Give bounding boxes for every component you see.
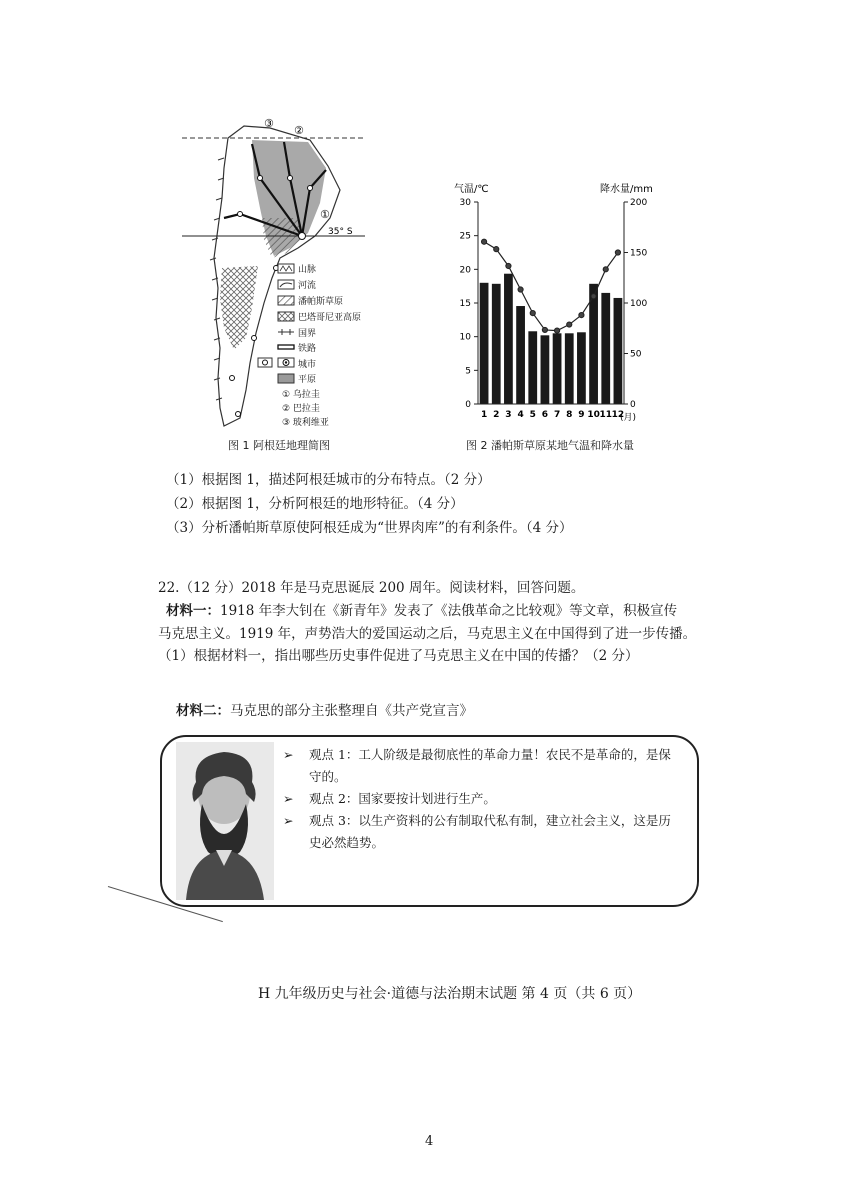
figure2-caption: 图 2 潘帕斯草原某地气温和降水量 xyxy=(466,439,634,452)
place-uruguay: ① 乌拉圭 xyxy=(282,390,320,400)
marx-portrait xyxy=(176,742,274,900)
precip-bar xyxy=(553,333,562,404)
precip-bar xyxy=(516,306,525,404)
q21-item-3: （3）分析潘帕斯草原使阿根廷成为“世界肉库”的有利条件。（4 分） xyxy=(166,520,573,536)
temp-point xyxy=(567,322,572,327)
arrow-bullet-icon: ➢ xyxy=(283,813,294,828)
material2-text: 马克思的部分主张整理自《共产党宣言》 xyxy=(230,703,473,719)
right-tick-label: 200 xyxy=(630,198,648,208)
x-tick-label: 12 xyxy=(611,410,625,420)
x-tick-label: 10 xyxy=(587,410,600,420)
q21-item-1: （1）根据图 1，描述阿根廷城市的分布特点。（2 分） xyxy=(166,472,491,488)
x-tick-label: 9 xyxy=(578,410,585,420)
material1-text-a: 1918 年李大钊在《新青年》发表了《法俄革命之比较观》等文章，积极宣传 xyxy=(220,603,678,619)
left-tick-label: 0 xyxy=(465,400,471,410)
right-tick-label: 100 xyxy=(630,299,648,309)
right-axis-label: 降水量/mm xyxy=(600,184,653,195)
precip-bar xyxy=(492,284,501,404)
x-tick-label: 7 xyxy=(553,410,561,420)
temp-point xyxy=(603,267,608,272)
legend-river: 河流 xyxy=(298,281,317,291)
views-list xyxy=(283,744,683,854)
legend-railway: 铁路 xyxy=(298,344,317,354)
x-tick-label: 5 xyxy=(529,410,536,420)
left-axis-label: 气温/℃ xyxy=(454,184,489,195)
view-item-2: ➢ 观点 2：国家要按计划进行生产。 xyxy=(283,788,683,810)
x-tick-label: 4 xyxy=(517,410,524,420)
x-tick-label: 2 xyxy=(493,410,500,420)
precip-bar xyxy=(577,332,586,404)
place-bolivia: ③ 玻利维亚 xyxy=(282,418,329,428)
temp-point xyxy=(542,327,547,332)
precip-bar xyxy=(565,333,574,404)
legend-plain: 平原 xyxy=(298,375,317,385)
x-tick-label: 1 xyxy=(480,410,488,420)
material1-label: 材料一： xyxy=(166,603,220,619)
page-footer: H 九年级历史与社会·道德与法治期末试题 第 4 页（共 6 页） xyxy=(258,986,642,1002)
legend-pampas: 潘帕斯草原 xyxy=(298,297,344,307)
q22-title: 22.（12 分）2018 年是马克思诞辰 200 周年。阅读材料，回答问题。 xyxy=(158,580,585,596)
right-tick-label: 50 xyxy=(630,349,642,360)
argentina-map xyxy=(180,118,370,430)
map-marker-1: ① xyxy=(320,208,330,221)
q22-material1-line2: 马克思主义。1919 年，声势浩大的爱国运动之后，马克思主义在中国得到了进一步传播。 xyxy=(158,626,697,642)
temp-point xyxy=(506,263,511,268)
temp-point xyxy=(530,311,535,316)
x-axis-unit: (月) xyxy=(620,413,637,423)
q21-item-2: （2）根据图 1，分析阿根廷的地形特征。（4 分） xyxy=(166,496,464,512)
x-tick-label: 8 xyxy=(566,410,573,420)
q22-question1: （1）根据材料一，指出哪些历史事件促进了马克思主义在中国的传播？（2 分） xyxy=(158,648,639,664)
x-tick-label: 11 xyxy=(599,410,613,420)
latitude-label: 35° S xyxy=(328,227,353,237)
right-tick-label: 150 xyxy=(630,248,648,259)
precip-bar xyxy=(614,298,623,404)
map-marker-3: ③ xyxy=(264,118,274,130)
map-marker-2: ② xyxy=(294,124,304,137)
left-tick-label: 10 xyxy=(459,332,471,343)
climate-chart xyxy=(452,180,664,430)
material2-label: 材料二： xyxy=(176,703,230,719)
left-tick-label: 5 xyxy=(465,366,471,377)
legend-border: 国界 xyxy=(298,329,317,339)
precip-bar xyxy=(601,293,610,404)
left-tick-label: 25 xyxy=(459,231,471,242)
temp-point xyxy=(518,287,523,292)
x-tick-label: 3 xyxy=(505,410,512,420)
q22-material2-heading xyxy=(176,700,473,723)
temp-point xyxy=(494,247,499,252)
left-tick-label: 30 xyxy=(459,198,471,208)
precip-bar xyxy=(480,283,489,404)
legend-mountain: 山脉 xyxy=(298,265,317,275)
temp-point xyxy=(615,250,620,255)
precip-bar xyxy=(541,335,550,404)
temp-point xyxy=(481,239,486,244)
legend-patagonia: 巴塔哥尼亚高原 xyxy=(298,313,362,323)
arrow-bullet-icon: ➢ xyxy=(283,791,294,806)
view-item-3: ➢ 观点 3：以生产资料的公有制取代私有制，建立社会主义，这是历史必然趋势。 xyxy=(283,810,683,854)
temp-point xyxy=(579,313,584,318)
right-tick-label: 0 xyxy=(630,400,636,410)
place-paraguay: ② 巴拉圭 xyxy=(282,404,320,414)
left-tick-label: 15 xyxy=(459,299,471,309)
x-tick-label: 6 xyxy=(541,410,549,420)
temp-point xyxy=(554,328,559,333)
temp-point xyxy=(591,294,596,299)
left-tick-label: 20 xyxy=(459,265,471,276)
arrow-bullet-icon: ➢ xyxy=(283,747,294,762)
view-item-1: ➢ 观点 1：工人阶级是最彻底性的革命力量！农民不是革命的，是保守的。 xyxy=(283,744,683,788)
q22-material1-line1 xyxy=(166,600,677,623)
precip-bar xyxy=(504,274,513,404)
page-number: 4 xyxy=(425,1134,434,1149)
figure1-caption: 图 1 阿根廷地理简图 xyxy=(228,439,330,452)
precip-bar xyxy=(528,331,537,404)
legend-city: 城市 xyxy=(298,360,317,370)
